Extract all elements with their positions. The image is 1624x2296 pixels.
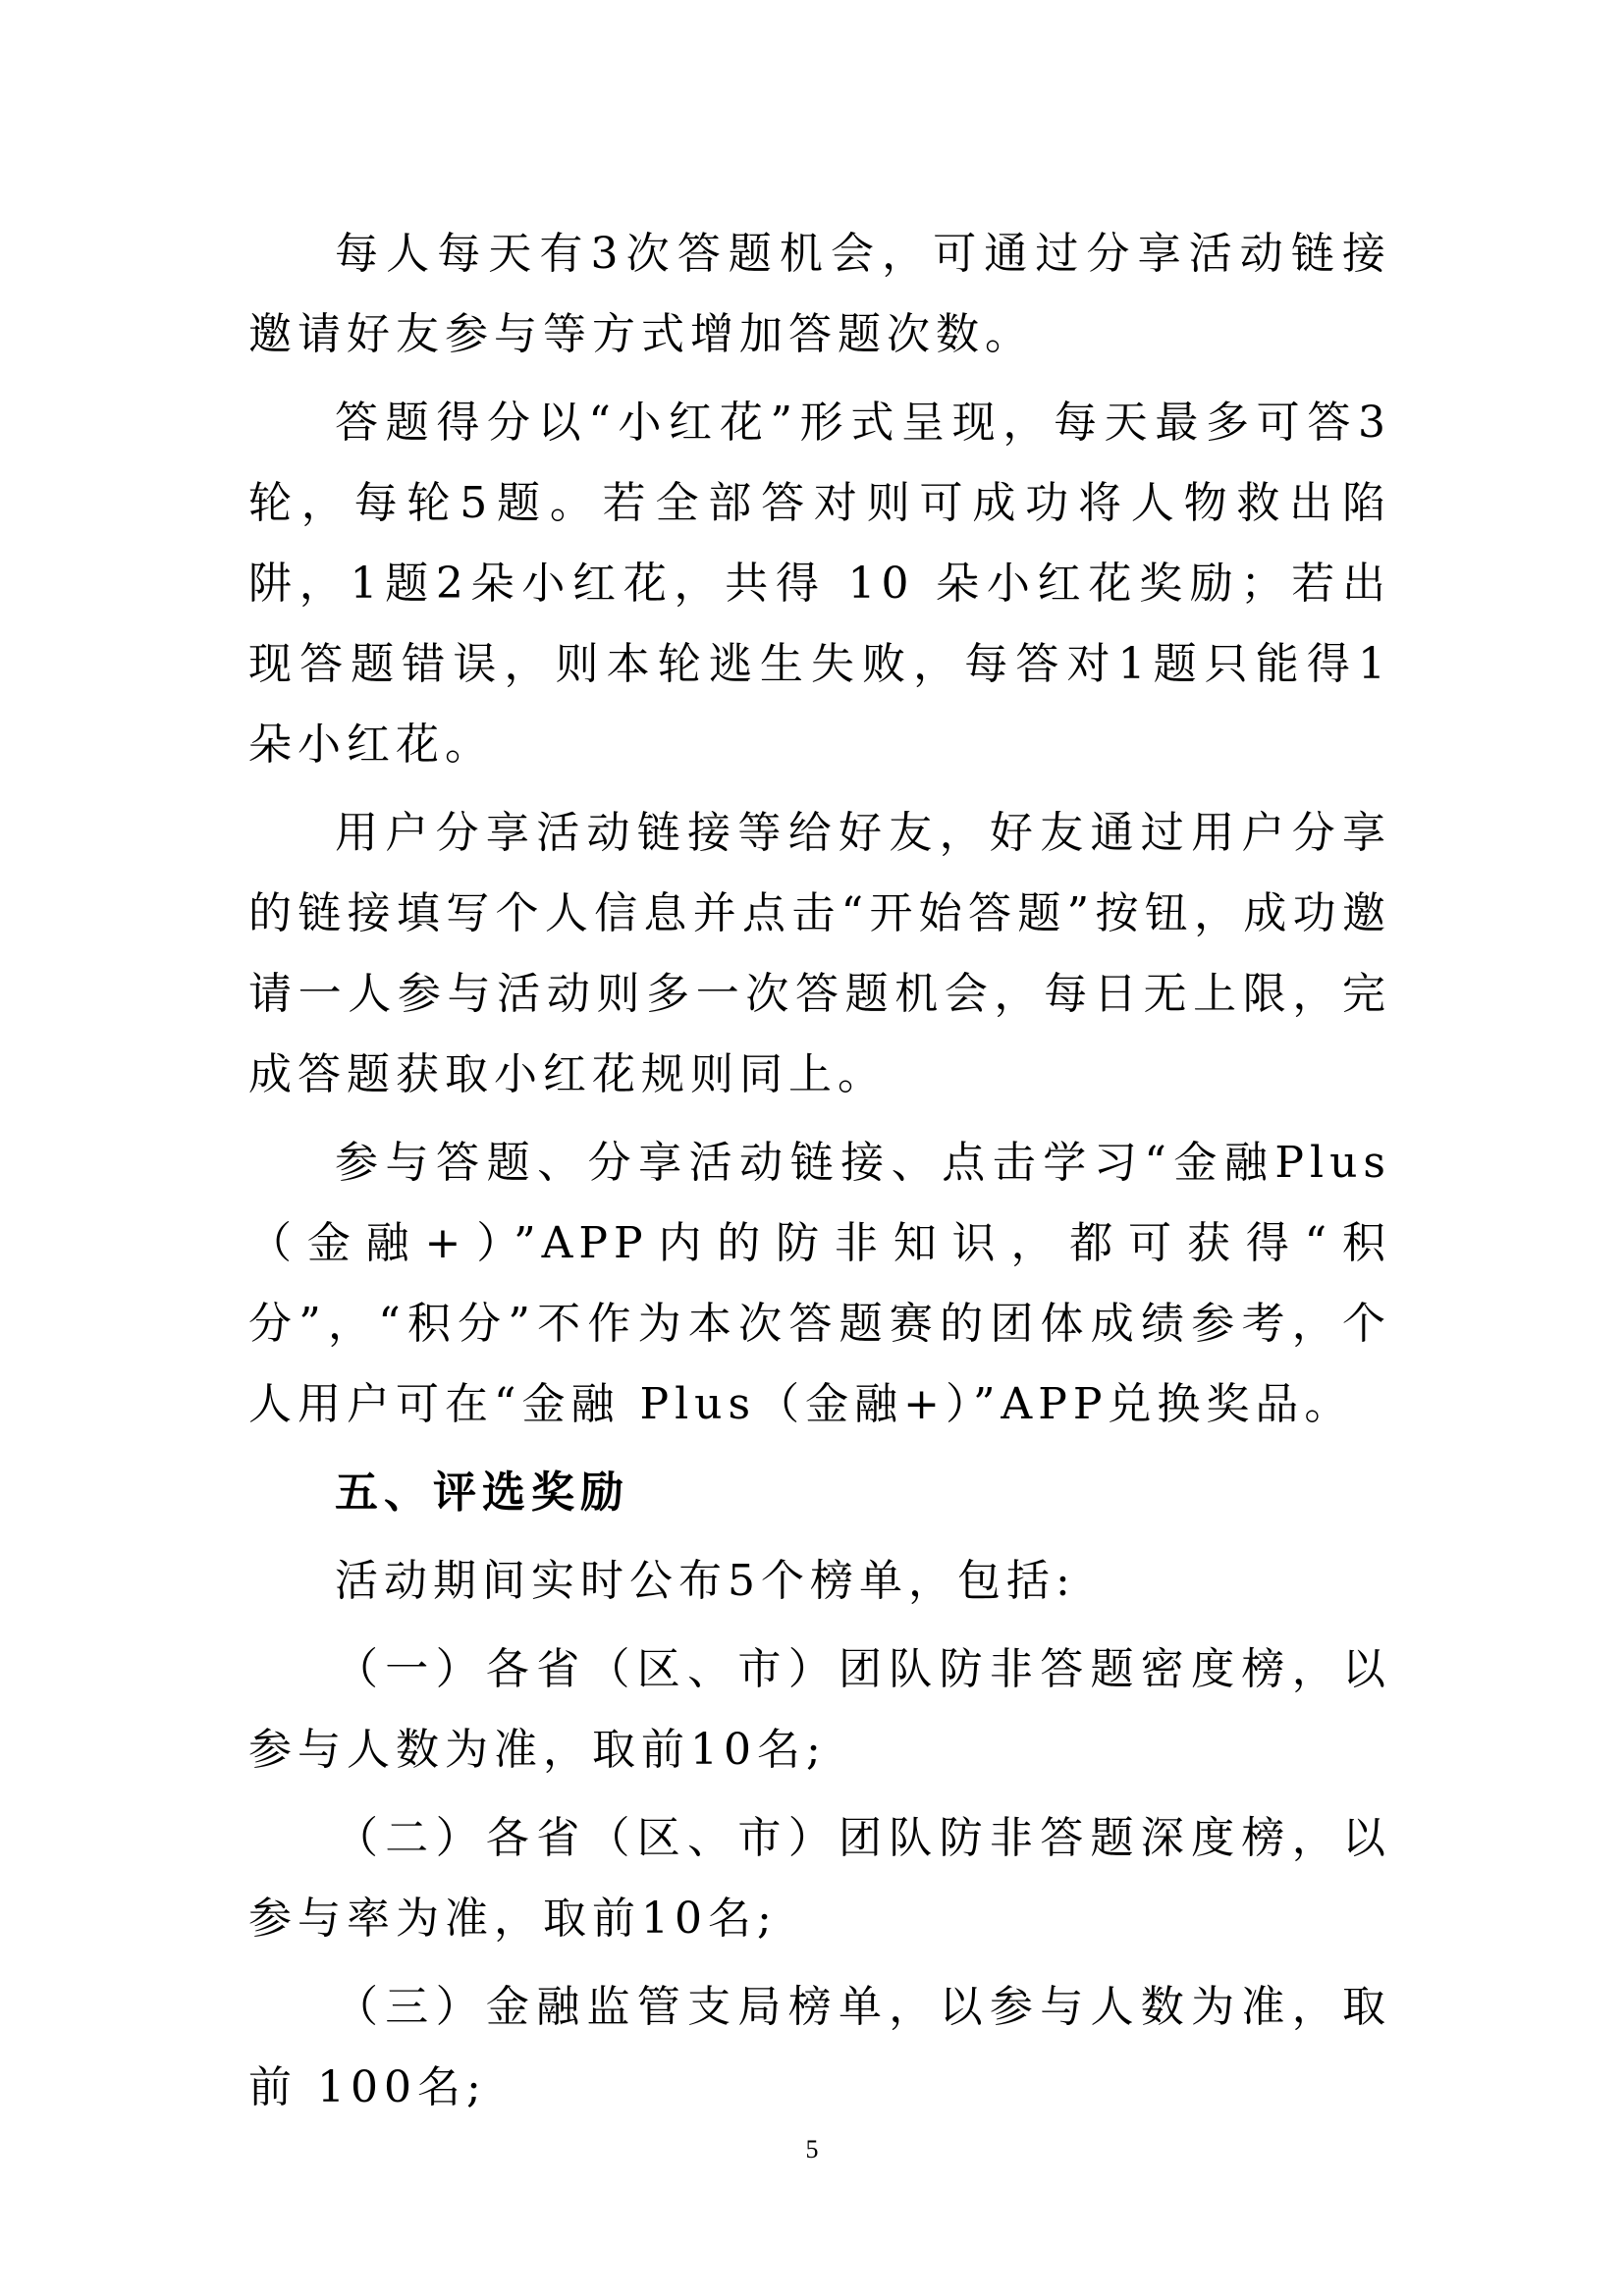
paragraph-scoring-rules: 答题得分以“小红花”形式呈现，每天最多可答3轮，每轮5题。若全部答对则可成功将人物救出陷阱，1题2朵小红花，共得 10 朵小红花奖励；若出现答题错误，则本轮逃生失败，每答对1题只能得1朵小红花。	[248, 398, 1391, 770]
paragraph-answer-chances: 每人每天有3次答题机会，可通过分享活动链接邀请好友参与等方式增加答题次数。	[248, 229, 1391, 359]
paragraph-invite-rules: 用户分享活动链接等给好友，好友通过用户分享的链接填写个人信息并点击“开始答题”按钮，成功邀请一人参与活动则多一次答题机会，每日无上限，完成答题获取小红花规则同上。	[248, 808, 1391, 1099]
paragraph-points-rules: 参与答题、分享活动链接、点击学习“金融Plus（金融+）”APP内的防非知识，都可获得“积分”，“积分”不作为本次答题赛的团体成绩参考，个人用户可在“金融 Plus（金融+）”APP兑换奖品。	[248, 1138, 1391, 1429]
paragraph-leaderboards-intro: 活动期间实时公布5个榜单，包括:	[335, 1556, 1076, 1606]
paragraph-leaderboard-density: （一）各省（区、市）团队防非答题密度榜，以参与人数为准，取前10名;	[248, 1644, 1391, 1775]
page-number: 5	[805, 2135, 819, 2163]
section-heading-awards: 五、评选奖励	[335, 1468, 629, 1518]
document-body	[248, 214, 1391, 2136]
paragraph-leaderboard-branch: （三）金融监管支局榜单，以参与人数为准，取前 100名;	[248, 1982, 1391, 2112]
paragraph-leaderboard-depth: （二）各省（区、市）团队防非答题深度榜，以参与率为准，取前10名;	[248, 1813, 1391, 1944]
